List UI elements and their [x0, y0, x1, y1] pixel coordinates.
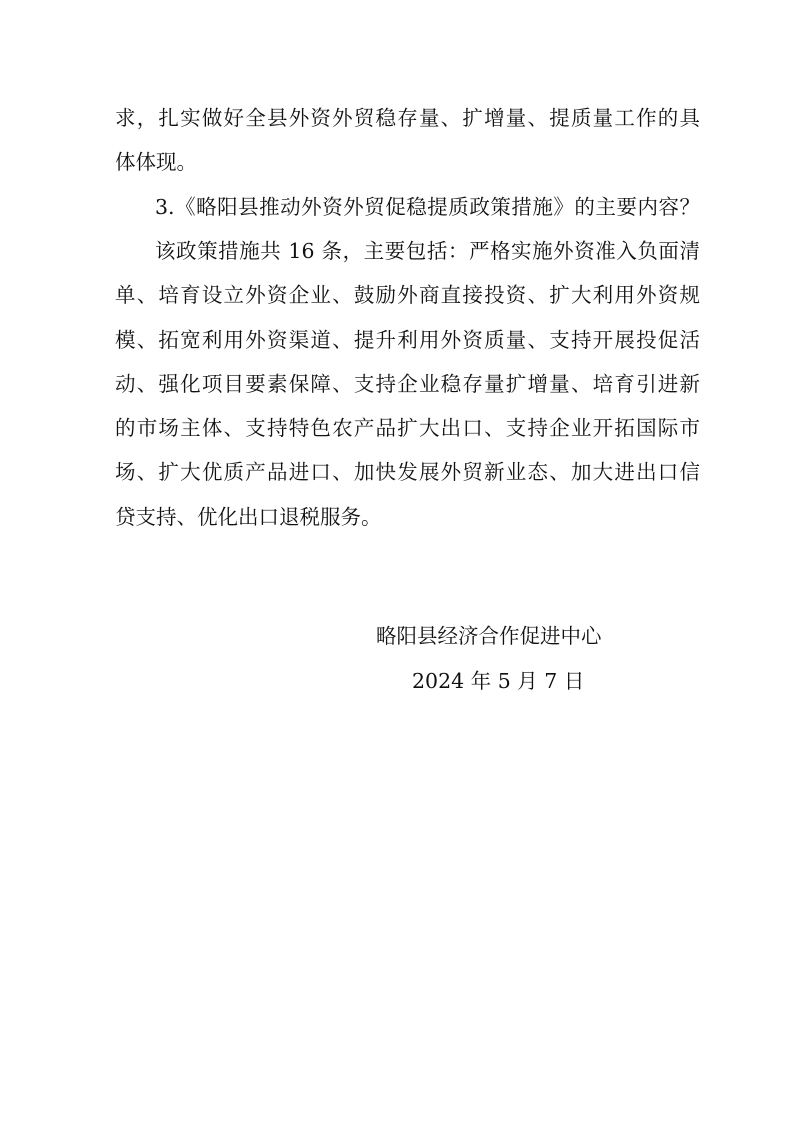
- paragraph-line: 场、扩大优质产品进口、加快发展外贸新业态、加大进出口信: [115, 460, 700, 484]
- paragraph-line: 该政策措施共 16 条，主要包括：严格实施外资准入负面清: [155, 239, 700, 263]
- paragraph-line: 动、强化项目要素保障、支持企业稳存量扩增量、培育引进新: [115, 372, 700, 396]
- paragraph-line: 体体现。: [115, 150, 197, 174]
- paragraph-line: 单、培育设立外资企业、鼓励外商直接投资、扩大利用外资规: [115, 283, 700, 307]
- signature-date: 2024 年 5 月 7 日: [412, 669, 585, 693]
- paragraph-line: 贷支持、优化出口退税服务。: [115, 505, 382, 529]
- section-heading: 3.《略阳县推动外资外贸促稳提质政策措施》的主要内容？: [155, 195, 700, 219]
- signature-organization: 略阳县经济合作促进中心: [376, 624, 602, 648]
- paragraph-line: 的市场主体、支持特色农产品扩大出口、支持企业开拓国际市: [115, 416, 700, 440]
- paragraph-line: 模、拓宽利用外资渠道、提升利用外资质量、支持开展投促活: [115, 328, 700, 352]
- paragraph-line: 求，扎实做好全县外资外贸稳存量、扩增量、提质量工作的具: [115, 106, 700, 130]
